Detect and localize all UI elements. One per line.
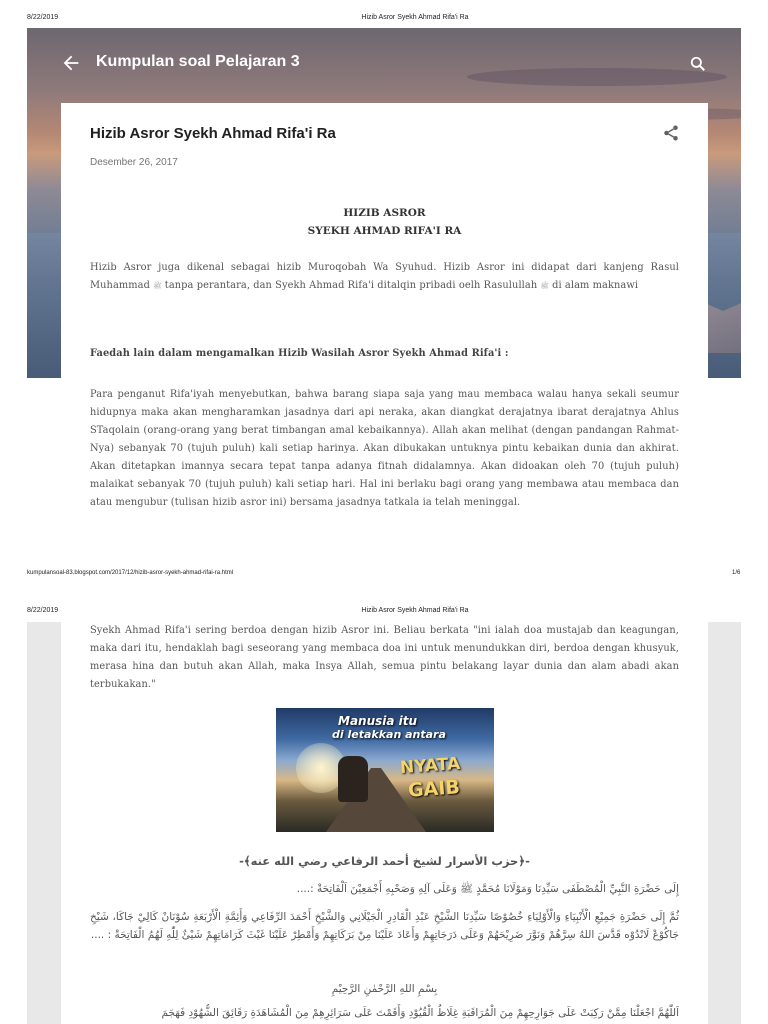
saw-icon: ﷺ	[540, 282, 549, 290]
image-caption: NYATA	[399, 753, 461, 779]
post-image	[276, 708, 494, 832]
share-icon	[662, 124, 680, 142]
intro-text: tanpa perantara, dan Syekh Ahmad Rifa'i ditalqin pribadi oelh Rasulullah	[164, 280, 538, 291]
page-gutter	[27, 622, 61, 1024]
arabic-line: ثُمَّ إِلَى حَضْرَةِ جَمِيْعِ الْأَنْبِيَاءِ وَالْأَوْلِيَاءِ خُصُوْصًا سَيِّدِنَا الشَّيْخِ عَبْدِ الْقَادِرِ الْجَيْلَانِي وَالشَّيْخِ أَحْمَدَ الرِّفَاعِي وَأَئِمَّةِ الْأَرْبَعَةِ سُوْنَانْ كَالِيْ جَاكَا، شَيْخِ جَاكُوْعْ لَانْدُوْه قَدَّسَ اللهُ سِرَّهُمْ وَنَوَّرَ ضَرِيْحَهُمْ وَعَلَى دَرَجَاتِهِمْ وَأَعَادَ عَلَيْنَا مِنْ بَرَكَاتِهِمْ وَأَمْطِرْ عَلَيْنَا غَيْثَ كَرَامَاتِهِمْ شَيْئٌ لِلّٰهِ لَهُمُ الْفَاتِحَةْ : ....	[90, 911, 679, 941]
faedah-heading: Faedah lain dalam mengamalkan Hizib Wasilah Asror Syekh Ahmad Rifa'i :	[90, 348, 509, 359]
print-url: kumpulansoal-83.blogspot.com/2017/12/hizib-asror-syekh-ahmad-rifai-ra.html	[27, 570, 234, 576]
print-date: 8/22/2019	[27, 14, 59, 21]
print-header	[0, 0, 768, 20]
arrow-left-icon	[60, 52, 82, 74]
saw-icon: ﷺ	[153, 282, 162, 290]
share-button[interactable]	[662, 124, 680, 142]
print-page-number: 1/6	[732, 570, 741, 576]
print-header	[0, 593, 768, 613]
print-title: Hizib Asror Syekh Ahmad Rifa'i Ra	[361, 607, 469, 614]
post-card	[61, 103, 708, 568]
image-caption: Manusia itu	[338, 714, 418, 728]
faedah-paragraph: Para penganut Rifa'iyah menyebutkan, bahwa barang siapa saja yang mau membaca walau hanya sekali seumur hidupnya maka akan mengharamkan jasadnya dari api neraka, akan diangkat derajatnya ibarat derajatnya Ahlus STaqolain (orang-orang yang berat timbangan amal kebaikannya). Allah akan melihat (dengan pandangan Rahmat-Nya) sebanyak 70 (tujuh puluh) kali setiap harinya. Akan dibukakan untuknya pintu kebaikan dunia dan akhirat. Akan ditetapkan imannya secara tepat tanpa adanya fitnah didalamnya. Akan didoakan oleh 70 (tujuh puluh) malaikat sebanyak 70 (tujuh puluh) kali setiap hari. Hal ini berlaku bagi orang yang membawa atau membaca dan atau mengubur (tulisan hizib asror ini) bersama jasadnya tatkala ia telah meninggal.	[90, 389, 679, 508]
arabic-line: اَللّٰهُمَّ اجْعَلْنَا مِمَّنْ رَكِبَتْ عَلَى جَوَارِحِهِمْ مِنَ الْمُرَاقَبَةِ غِلَاظُ الْقُيُوْدِ وَأَقَمْتَ عَلَى سَرَائِرِهِمْ مِنَ الْمُشَاهَدَةِ رَقَائِقَ الشُّهُوْدِ فَهَجَمَ	[161, 1007, 679, 1019]
image-couple	[338, 756, 368, 802]
print-date: 8/22/2019	[27, 607, 59, 614]
arabic-title: -﴿حزب الأسرار لشيخ أحمد الرفاعي رضي الله عنه﴾-	[239, 854, 530, 868]
intro-paragraph	[90, 259, 679, 295]
post-title[interactable]: Hizib Asror Syekh Ahmad Rifa'i Ra	[90, 125, 336, 142]
page-gutter	[708, 622, 741, 1024]
blog-title[interactable]: Kumpulan soal Pelajaran 3	[96, 53, 300, 70]
back-button[interactable]	[60, 52, 82, 74]
post-date: Desember 26, 2017	[90, 157, 178, 168]
intro-text: Hizib Asror juga dikenal sebagai hizib Muroqobah Wa Syuhud. Hizib Asror ini didapat dari kanjeng Rasul Muhammad	[90, 262, 679, 291]
print-title: Hizib Asror Syekh Ahmad Rifa'i Ra	[361, 14, 469, 21]
image-caption: GAIB	[407, 776, 461, 802]
search-icon	[688, 54, 708, 74]
content-heading-2: SYEKH AHMAD RIFA'I RA	[307, 225, 462, 237]
search-button[interactable]	[688, 54, 710, 76]
content-heading-1: HIZIB ASROR	[343, 207, 426, 219]
arabic-line: إِلَى حَضْرَةِ النَّبِيِّ الْمُصْطَفَى سَيِّدِنَا وَمَوْلَانَا مُحَمَّدٍ ﷺ وَعَلَى آلِهِ وَصَحْبِهِ أَجْمَعِيْنَ اَلْفَاتِحَةْ :....	[296, 883, 679, 895]
intro-text: di alam maknawi	[552, 280, 639, 291]
quote-paragraph: Syekh Ahmad Rifa'i sering berdoa dengan hizib Asror ini. Beliau berkata "ini ialah doa mustajab dan keagungan, maka dari itu, hendaklah bagi seseorang yang membaca doa ini untuk menundukkan diri, berdoa dengan khusyuk, merasa hina dan butuh akan Allah, maka Insya Allah, semua pintu belakang layar dunia dan alam abadi akan terbukakan."	[90, 625, 679, 690]
image-caption: di letakkan antara	[332, 728, 446, 741]
arabic-bismillah: بِسْمِ اللهِ الرَّحْمٰنِ الرَّحِيْمِ	[331, 983, 438, 995]
